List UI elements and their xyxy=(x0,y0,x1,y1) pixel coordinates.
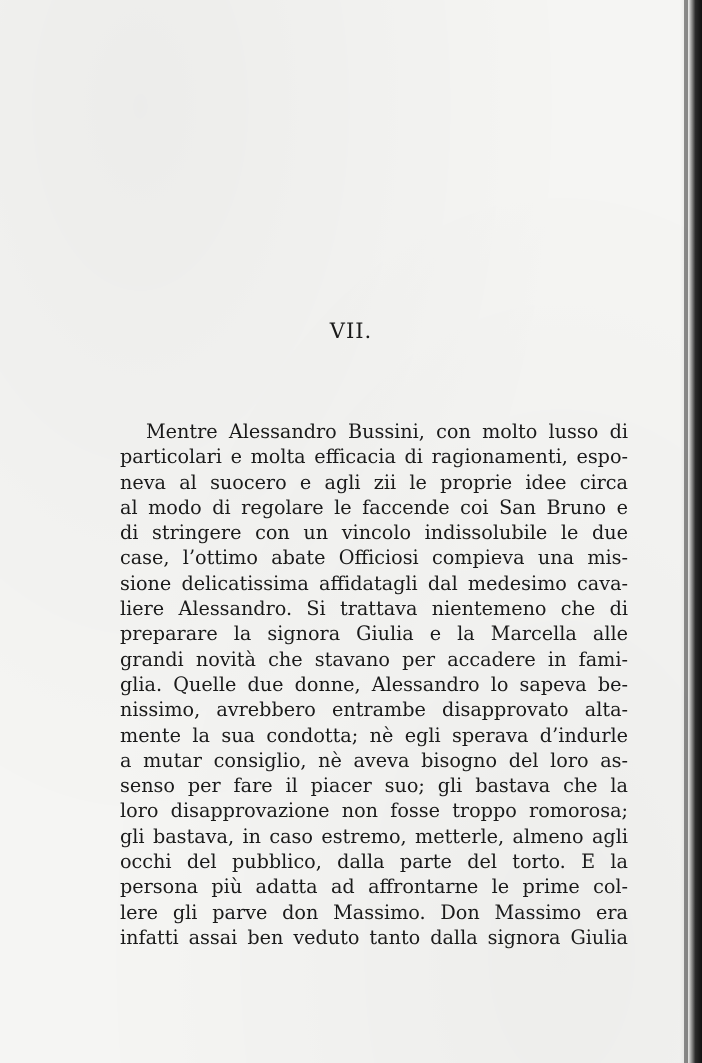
book-binding-edge xyxy=(680,0,702,1063)
text-line: glia. Quelle due donne, Alessandro lo sapeva be- xyxy=(120,672,628,696)
text-line: sione delicatissima affidatagli dal medesimo cava- xyxy=(120,571,628,595)
text-line: case, l’ottimo abate Officiosi compieva una mis- xyxy=(120,546,628,570)
text-line: gli bastava, in caso estremo, metterle, almeno agli xyxy=(120,824,628,848)
text-line: senso per fare il piacer suo; gli bastava che la xyxy=(120,774,628,798)
body-paragraph xyxy=(120,419,628,950)
text-line: infatti assai ben veduto tanto dalla signora Giulia xyxy=(120,925,628,949)
text-line: di stringere con un vincolo indissolubile le due xyxy=(120,521,628,545)
text-line: preparare la signora Giulia e la Marcella alle xyxy=(120,622,628,646)
chapter-heading: VII. xyxy=(329,319,373,343)
text-line: persona più adatta ad affrontarne le prime col- xyxy=(120,875,628,899)
text-line: lere gli parve don Massimo. Don Massimo era xyxy=(120,900,628,924)
text-line: particolari e molta efficacia di ragionamenti, espo- xyxy=(120,445,628,469)
text-line: nissimo, avrebbero entrambe disapprovato alta- xyxy=(120,698,628,722)
text-line: occhi del pubblico, dalla parte del torto. E la xyxy=(120,850,628,874)
text-line: loro disapprovazione non fosse troppo romorosa; xyxy=(120,799,628,823)
text-line: liere Alessandro. Si trattava nientemeno che di xyxy=(120,597,628,621)
text-line: Mentre Alessandro Bussini, con molto lusso di xyxy=(146,420,628,443)
text-line: neva al suocero e agli zii le proprie idee circa xyxy=(120,470,628,494)
text-line: al modo di regolare le faccende coi San Bruno e xyxy=(120,495,628,519)
text-line: mente la sua condotta; nè egli sperava d’indurle xyxy=(120,723,628,747)
text-line: grandi novità che stavano per accadere in fami- xyxy=(120,647,628,671)
text-line: a mutar consiglio, nè aveva bisogno del loro as- xyxy=(120,748,628,772)
